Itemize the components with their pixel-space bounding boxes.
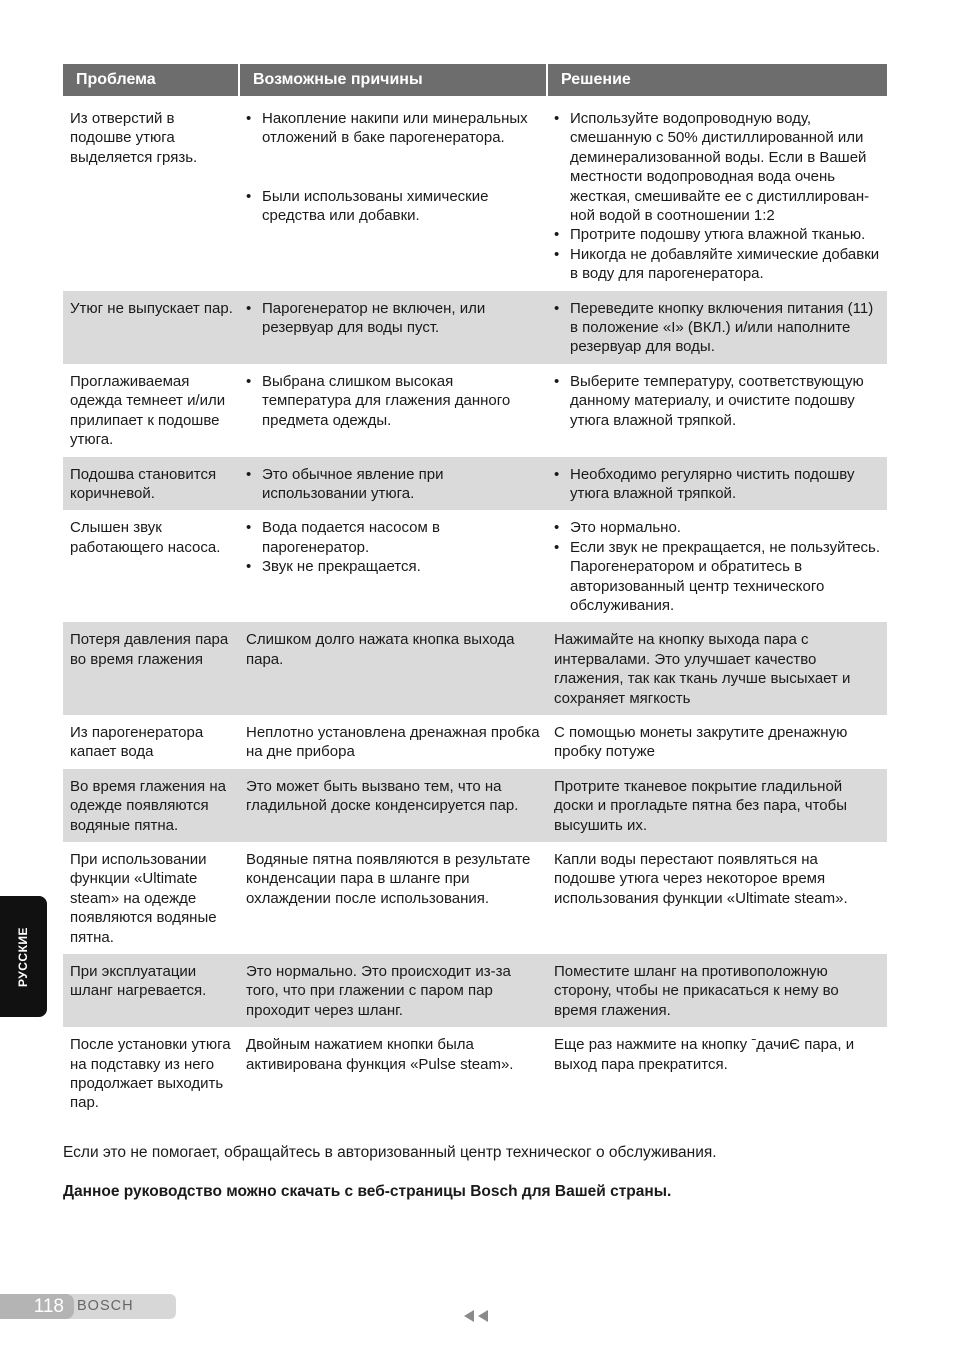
problem-cell: Из парогенератора капает вода <box>70 723 204 761</box>
language-label: РУССКИЕ <box>16 926 31 987</box>
causes-cell <box>239 96 547 291</box>
problem-cell: После установки утюга на подставку из него продолжает выходить пар. <box>70 1036 231 1112</box>
solutions-cell: Поместите шланг на противоположную сторону, чтобы не прикасаться к нему во время глажения. <box>547 954 887 1027</box>
table-row <box>63 954 887 1027</box>
service-center-note: Если это не помогает, обращайтесь в авторизованный центр техническог о обслуживания. <box>63 1144 717 1161</box>
problem-cell: Потеря давления пара во время глажения <box>63 622 239 715</box>
solution-item: • Переведите кнопку включения питания (11) в положение «I» (ВКЛ.) и/или наполните резервуар для воды. <box>554 299 881 357</box>
problem-cell: Утюг не выпускает пар. <box>63 291 239 364</box>
cause-item: • Вода подается насосом в парогенератор. <box>246 518 541 557</box>
causes-cell: Двойным нажатием кнопки была активирована функция «Pulse steam». <box>246 1036 514 1073</box>
solutions-cell: Нажимайте на кнопку выхода пара с интервалами. Это улучшает качество глажения, так как ткань лучше высыхает и сохраняет мягкость <box>547 622 887 715</box>
problem-cell: При эксплуатации шланг нагревается. <box>63 954 239 1027</box>
causes-cell: Это нормально. Это происходит из-за того, что при глажении с паром пар проходит через шланг. <box>239 954 547 1027</box>
problem-cell: Слышен звук работающего насоса. <box>70 519 221 556</box>
solutions-cell <box>547 364 887 457</box>
table-row <box>63 291 887 364</box>
solutions-cell: Еще раз нажмите на кнопку ˉдачиЄ пара, и выход пара прекратится. <box>554 1036 855 1073</box>
solution-item: • Если звук не прекращается, не пользуйтесь. Парогенератором и обратитесь в авторизованный центр технического обслуживания. <box>554 538 881 616</box>
solution-item: • Используйте водопроводную воду, смешанную с 50% дистиллированной или деминерализованной воды. Если в Вашей местности водопроводная вода очень жесткая, смешивайте ее с дистиллирован-ной водой в соотношении 1:2 <box>554 109 881 225</box>
troubleshooting-table <box>63 64 887 1120</box>
table-row <box>63 622 887 715</box>
table-row <box>63 769 887 842</box>
cause-item: • Выбрана слишком высокая температура для глажения данного предмета одежды. <box>246 372 541 430</box>
cause-item: • Парогенератор не включен, или резервуар для воды пуст. <box>246 299 541 338</box>
header-problem: Проблема <box>63 64 239 96</box>
table-row <box>63 1027 887 1120</box>
table-row <box>63 96 887 291</box>
causes-cell: Неплотно установлена дренажная пробка на дне прибора <box>246 723 540 761</box>
solutions-cell <box>547 96 887 291</box>
table-header-row <box>63 64 887 96</box>
causes-cell <box>239 457 547 511</box>
causes-cell: Водяные пятна появляются в результате конденсации пара в шланге при охлаждении после использования. <box>246 851 531 907</box>
table-row <box>63 457 887 511</box>
problem-cell: Подошва становится коричневой. <box>63 457 239 511</box>
header-solution: Решение <box>547 64 887 96</box>
header-causes: Возможные причины <box>239 64 547 96</box>
left-arrow-shape-1 <box>464 1310 474 1322</box>
causes-cell: Это может быть вызвано тем, что на гладильной доске конденсируется пар. <box>239 769 547 842</box>
problem-cell: При использовании функции «Ultimate steam» на одежде появляются водяные пятна. <box>70 851 217 946</box>
problem-cell: Проглаживаемая одежда темнеет и/или прилипает к подошве утюга. <box>70 372 226 449</box>
table-row <box>63 364 887 457</box>
left-arrow-shape-2 <box>478 1310 488 1322</box>
solutions-cell <box>547 457 887 511</box>
double-left-arrow-icon[interactable] <box>462 1308 492 1324</box>
download-note: Данное руководство можно скачать с веб-страницы Bosch для Вашей страны. <box>63 1183 672 1200</box>
causes-cell <box>239 364 547 457</box>
solutions-cell: Капли воды перестают появляться на подошве утюга через некоторое время использования функции «Ultimate steam». <box>554 851 848 907</box>
solution-item: • Никогда не добавляйте химические добавки в воду для парогенератора. <box>554 245 881 284</box>
table-row <box>63 842 887 954</box>
cause-item: • Это обычное явление при использовании утюга. <box>246 465 541 504</box>
cause-item: • Были использованы химические средства или добавки. <box>246 187 541 226</box>
brand-name: BOSCH <box>77 1298 134 1314</box>
solutions-cell: С помощью монеты закрутите дренажную пробку потуже <box>554 723 848 761</box>
solutions-cell: Протрите тканевое покрытие гладильной доски и прогладьте пятна без пара, чтобы высушить их. <box>547 769 887 842</box>
causes-cell: Слишком долго нажата кнопка выхода пара. <box>239 622 547 715</box>
solutions-cell <box>547 510 887 622</box>
language-side-tab <box>0 896 47 1017</box>
solution-item: • Необходимо регулярно чистить подошву утюга влажной тряпкой. <box>554 465 881 504</box>
cause-item: • Накопление накипи или минеральных отложений в баке парогенератора. <box>246 109 541 148</box>
causes-cell <box>239 510 547 622</box>
solution-item: • Протрите подошву утюга влажной тканью. <box>554 225 881 244</box>
solutions-cell <box>547 291 887 364</box>
problem-cell: Из отверстий в подошве утюга выделяется грязь. <box>70 110 198 166</box>
causes-cell <box>239 291 547 364</box>
solution-item: • Это нормально. <box>554 518 881 537</box>
solution-item: • Выберите температуру, соответствующую данному материалу, и очистите подошву утюга влажной тряпкой. <box>554 372 881 430</box>
cause-item: • Звук не прекращается. <box>246 557 541 576</box>
table-row <box>63 510 887 622</box>
page-number: 118 <box>0 1294 74 1319</box>
table-row <box>63 715 887 769</box>
problem-cell: Во время глажения на одежде появляются водяные пятна. <box>63 769 239 842</box>
